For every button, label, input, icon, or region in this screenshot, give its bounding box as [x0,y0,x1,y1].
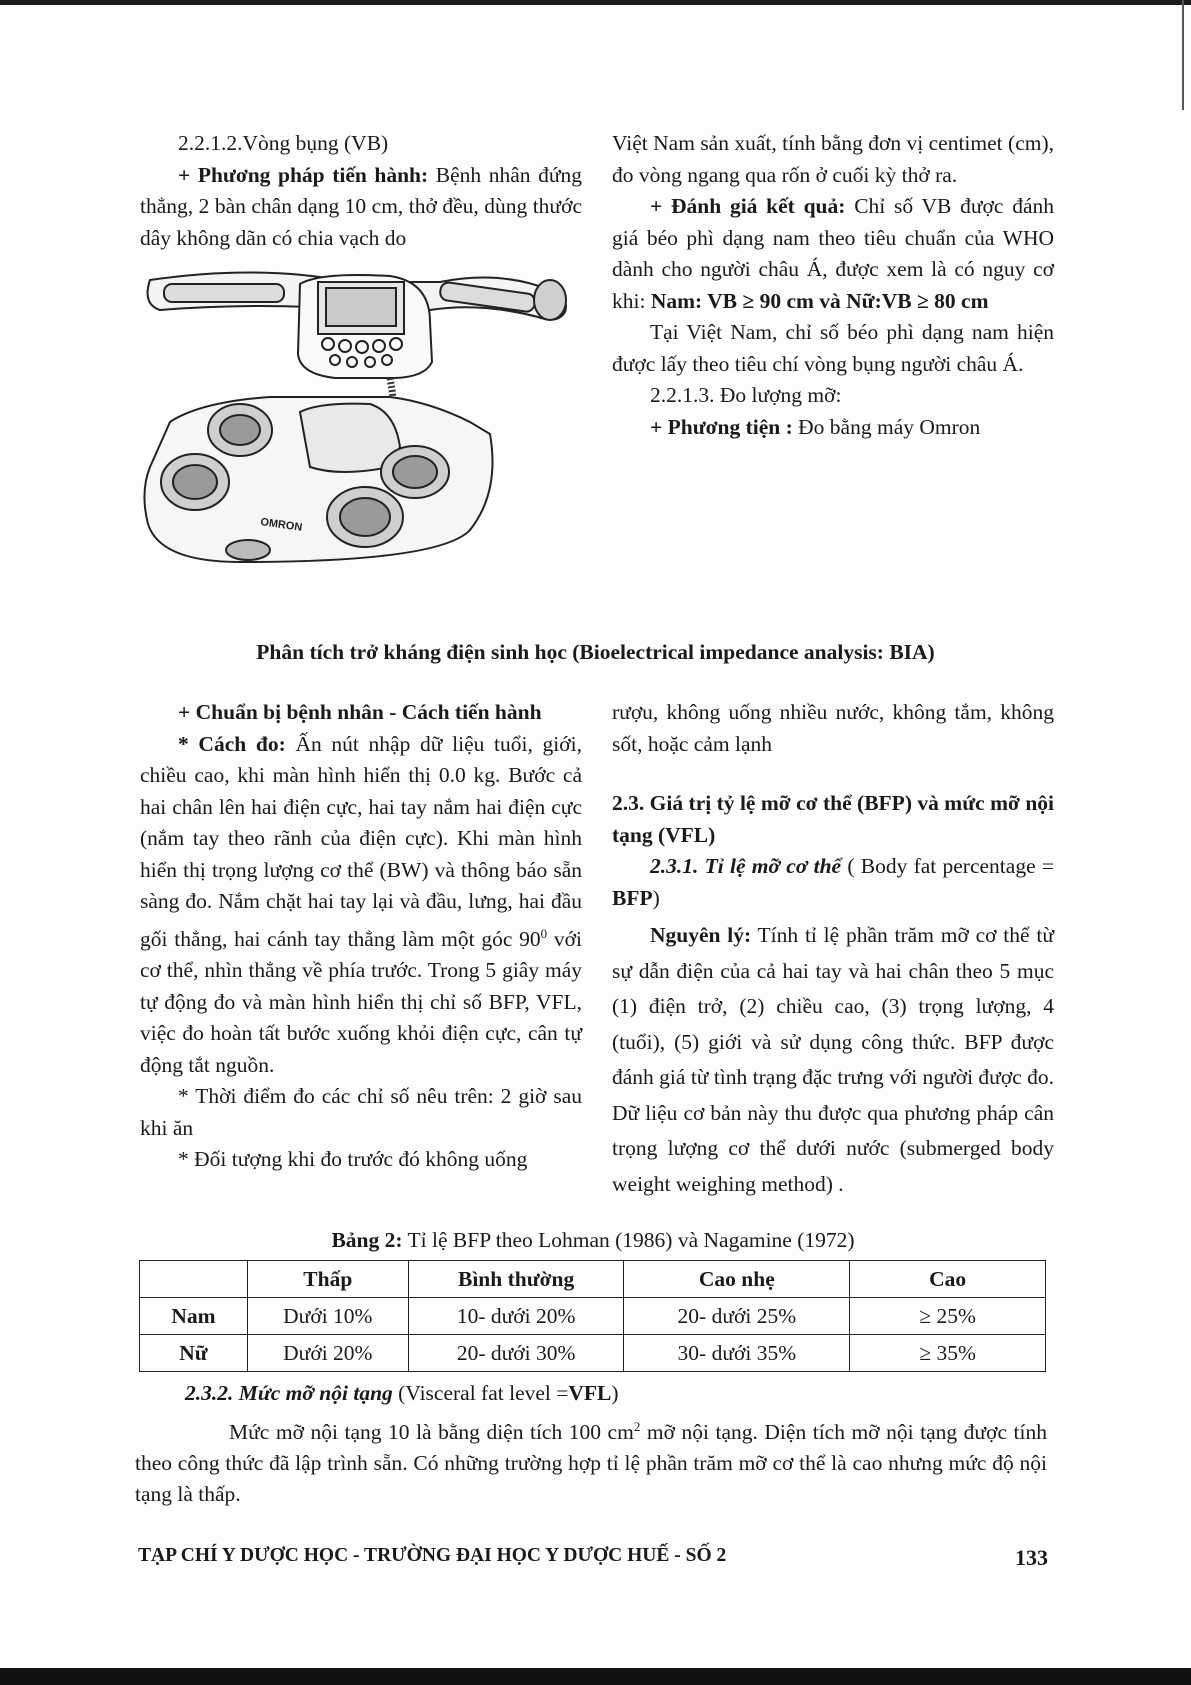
table-cell: 30- dưới 35% [624,1335,850,1372]
measurement-label: * Cách đo: [178,731,286,756]
evaluation-paragraph [612,191,1054,317]
page-number: 133 [1015,1545,1048,1570]
left-column-top [140,128,582,254]
bottom-scan-border [0,1668,1191,1685]
subsection-heading-bfp: 2.3.1. Tỉ lệ mỡ cơ thể ( Body fat percentage = BFP) [612,854,1054,910]
right-scan-border [1182,0,1184,110]
journal-title: TẠP CHÍ Y DƯỢC HỌC - TRƯỜNG ĐẠI HỌC Y DƯỢC HUẾ - SỐ 2 [138,1545,727,1566]
timing-paragraph: * Thời điểm đo các chỉ số nêu trên: 2 giờ sau khi ăn [140,1084,582,1140]
table-cell: ≥ 25% [850,1298,1046,1335]
evaluation-text: Chỉ số VB được đánh giá béo phì dạng nam theo tiêu chuẩn của WHO dành cho người châu Á, được xem là có nguy cơ khi: [612,194,1054,313]
table-row [140,1298,1046,1335]
right-column-top [612,128,1054,443]
equipment-text: Đo bằng máy Omron [792,414,981,439]
equipment-label: + Phương tiện : [650,414,793,439]
continuation-paragraph: Việt Nam sản xuất, tính bằng đơn vị centimet (cm), đo vòng ngang qua rốn ở cuối kỳ thở ra. [612,131,1054,187]
row-label-cell: Nam [140,1298,248,1335]
table-cell: Dưới 10% [247,1298,408,1335]
evaluation-label: + Đánh giá kết quả: [650,194,846,218]
top-scan-border [0,0,1191,5]
section-heading-vong-bung: 2.2.1.2.Vòng bụng (VB) [178,131,389,155]
left-column-middle [140,697,582,1176]
preparation-heading: + Chuẩn bị bệnh nhân - Cách tiến hành [178,700,542,724]
table-cell: 10- dưới 20% [408,1298,624,1335]
bfp-table [139,1260,1046,1372]
continuation-paragraph-2: rượu, không uống nhiều nước, không tắm, không sốt, hoặc cảm lạnh [612,700,1054,756]
table-cell: 20- dưới 25% [624,1298,850,1335]
omron-scale-illustration [140,262,590,622]
table-header-cell: Cao [850,1261,1046,1298]
method-text: Bệnh nhân đứng thẳng, 2 bàn chân dạng 10 cm, thở đều, dùng thước dây không dãn có chia vạch do [140,162,582,250]
table-header-cell [140,1261,248,1298]
method-paragraph [140,160,582,255]
row-label-cell: Nữ [140,1335,248,1372]
vfl-paragraph: Mức mỡ nội tạng 10 là bằng diện tích 100 $cm^2$ mỡ nội tạng. Diện tích mỡ nội tạng được tính theo công thức đã lập trình sẵn. Có những trường hợp tỉ lệ phần trăm mỡ cơ thể là cao nhưng mức độ nội tạng là thấp. [135,1419,1047,1507]
subject-paragraph: * Đối tượng khi đo trước đó không uống [178,1147,528,1172]
table-row [140,1335,1046,1372]
section-heading-bfp-vfl: 2.3. Giá trị tỷ lệ mỡ cơ thể (BFP) và mức mỡ nội tạng (VFL) [612,791,1054,847]
table-cell: ≥ 35% [850,1335,1046,1372]
evaluation-threshold: Nam: VB ≥ 90 cm và Nữ:VB ≥ 80 cm [650,288,989,313]
section-heading-do-luong-mo: 2.2.1.3. Đo lượng mỡ: [650,383,842,407]
table-cell: 20- dưới 30% [408,1335,624,1372]
brand-logo: OMRON [259,516,304,534]
table-header-cell: Bình thường [408,1261,624,1298]
method-label: + Phương pháp tiến hành: [178,162,429,187]
table-cell: Dưới 20% [247,1335,408,1372]
table-caption: Bảng 2: Tỉ lệ BFP theo Lohman (1986) và Nagamine (1972) [331,1228,855,1252]
page-footer [138,1545,1048,1570]
vfl-heading: 2.3.2. Mức mỡ nội tạng (Visceral fat level =VFL) [185,1381,619,1405]
figure-caption: Phân tích trở kháng điện sinh học (Bioelectrical impedance analysis: BIA) [256,640,935,664]
vietnam-paragraph: Tại Việt Nam, chỉ số béo phì dạng nam hiện được lấy theo tiêu chí vòng bụng người châu Á. [612,320,1054,376]
principle-label: Nguyên lý: [650,923,752,947]
measurement-paragraph: * Cách đo: Ấn nút nhập dữ liệu tuổi, giới, chiều cao, khi màn hình hiển thị 0.0 kg. Bước cả hai chân lên hai điện cực, hai tay nắm hai điện cực (nắm tay theo rãnh của điện cực). Khi màn hình hiển thị trọng lượng cơ thể (BW) và thông báo sẵn sàng đo. Nắm chặt hai tay lại và đầu, lưng, hai đầu gối thẳng, hai cánh tay thẳng làm một góc $90^0$ với cơ thể, nhìn thẳng về phía trước. Trong 5 giây máy tự động đo và màn hình hiển thị chỉ số BFP, VFL, việc đo hoàn tất bước xuống khỏi điện cực, cân tự động tắt nguồn. [140,731,583,1077]
table-header-cell: Thấp [247,1261,408,1298]
principle-paragraph: Nguyên lý: Tính tỉ lệ phần trăm mỡ cơ thể từ sự dẫn điện của cả hai tay và hai chân theo 5 mục (1) điện trở, (2) chiều cao, (3) trọng lượng, 4 (tuổi), (5) giới và sử dụng công thức. BFP được đánh giá từ tình trạng đặc trưng với người được đo. Dữ liệu cơ bản này thu được qua phương pháp cân trọng lượng cơ thể dưới nước (submerged body weight weighing method) . [612,923,1054,1196]
right-column-middle [612,697,1054,1202]
equipment-paragraph [612,412,1054,444]
table-header-row [140,1261,1046,1298]
table-header-cell: Cao nhẹ [624,1261,850,1298]
